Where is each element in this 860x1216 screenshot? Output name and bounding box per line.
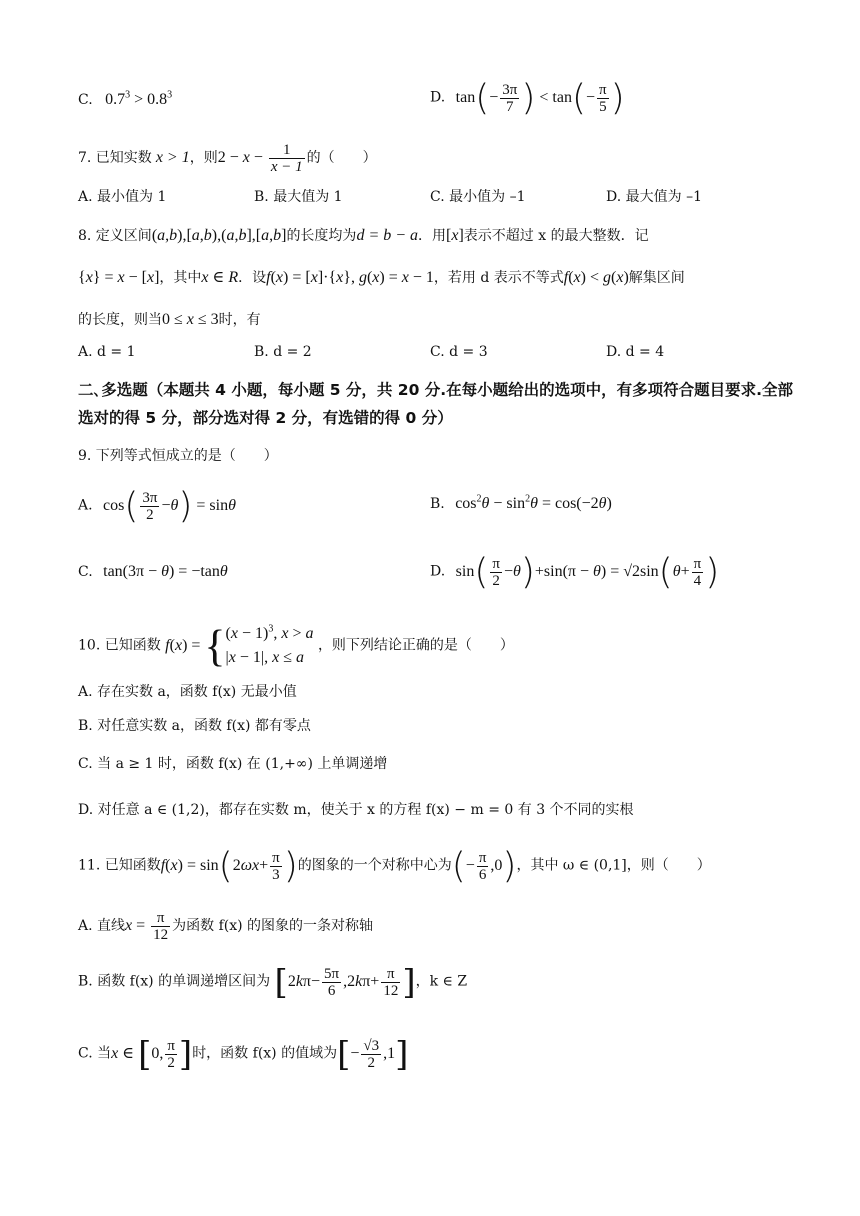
option-a: A. d = 1 xyxy=(78,344,136,360)
q10-option-b: B. 对任意实数 a，函数 f(x) 都有零点 xyxy=(78,718,311,734)
stem-text: 的长度均为 xyxy=(286,228,357,244)
piecewise-function: f(x) = { $(x - 1)^3$, x > a |x − 1|, x ≤ a xyxy=(165,621,314,670)
math-expression: sin( $\frac{\pi}{2}$ −θ)+sin(π − θ) = √2sin(θ+ $\frac{\pi}{4}$ ) xyxy=(455,551,720,592)
math-expression: [− $\frac{√3}{2}$ ,1] xyxy=(337,1034,409,1074)
stem-text: ，其中 xyxy=(159,270,202,286)
math-expression: $0.7^3 > 0.8^3$ xyxy=(105,89,173,108)
stem-text: 表示不超过 x 的最大整数．记 xyxy=(463,228,649,244)
option-label: A. xyxy=(78,497,93,514)
q10-option-d: D. 对任意 a ∈ (1,2)，都存在实数 m，使关于 x 的方程 f(x) − m = 0 有 3 个不同的实根 xyxy=(78,802,634,818)
q7-stem xyxy=(78,142,377,175)
stem-text: 的（ ） xyxy=(306,150,377,167)
math-expression: cos( $\frac{3\pi}{2}$ −θ) = sinθ xyxy=(103,485,236,526)
math-expression: tan(− $\frac{3\pi}{7}$ ) < tan(− $\frac{\pi}{5}$ ) xyxy=(455,77,625,118)
option-b: B. d = 2 xyxy=(254,344,312,360)
stem-text: 为函数 f(x) 的图象的一条对称轴 xyxy=(172,918,374,935)
option-c: C. d = 3 xyxy=(430,344,488,360)
stem-text: B. 函数 f(x) 的单调递增区间为 xyxy=(78,973,271,990)
stem-text: 的图象的一个对称中心为 xyxy=(297,857,452,874)
stem-text: ，则 xyxy=(189,150,218,167)
stem-text: 10. 已知函数 xyxy=(78,637,161,654)
math-expression: d = b − a xyxy=(356,227,419,244)
math-expression: x ∈ R xyxy=(201,269,239,286)
math-expression: f(x) = [x]·{x}, g(x) = x − 1 xyxy=(266,269,434,286)
q11-option-a xyxy=(78,910,373,943)
stem-text: ，k ∈ Z xyxy=(415,973,468,990)
math-expression: (a,b),[a,b),(a,b],[a,b] xyxy=(151,227,287,244)
q11-option-b xyxy=(78,962,467,1002)
stem-text: ，则下列结论正确的是（ ） xyxy=(317,637,514,654)
math-expression: x > 1 xyxy=(151,149,190,167)
stem-text: ．设 xyxy=(238,270,267,286)
math-expression: {x} = x − [x] xyxy=(78,269,160,286)
section-heading: 二､多选题（本题共 4 小题，每小题 5 分，共 20 分.在每小题给出的选项中，有多项符合题目要求.全部选对的得 5 分，部分选对得 2 分，有选错的得 0 分） xyxy=(78,381,794,427)
stem-text: 8. 定义区间 xyxy=(78,228,152,244)
option-a: A. 最小值为 1 xyxy=(78,189,167,205)
q10-stem xyxy=(78,622,514,670)
q11-option-c xyxy=(78,1034,408,1074)
math-expression: f(x) < g(x) xyxy=(563,269,629,286)
q8-line-3 xyxy=(78,310,261,330)
stem-text: 11. 已知函数 xyxy=(78,857,161,874)
stem-text: ，其中 ω ∈ (0,1]，则（ ） xyxy=(516,857,711,874)
stem-text: 7. 已知实数 xyxy=(78,150,152,167)
stem-text: ，若用 d 表示不等式 xyxy=(433,270,564,286)
q9-option-a xyxy=(78,486,236,526)
stem-text: ．用 xyxy=(418,228,447,244)
stem-text: A. 直线 xyxy=(78,918,126,935)
q10-option-c: C. 当 a ≥ 1 时，函数 f(x) 在 (1,+∞) 上单调递增 xyxy=(78,756,388,772)
math-expression: [2kπ− $\frac{5\pi}{6}$ ,2kπ+ $\frac{\pi}{12}$ ] xyxy=(274,962,416,1002)
math-expression: f(x) = sin(2ωx+ $\frac{\pi}{3}$ ) xyxy=(160,845,298,886)
math-expression: x = $\frac{\pi}{12}$ xyxy=(125,910,169,943)
q6-option-d xyxy=(430,78,625,118)
option-label: C. xyxy=(78,564,93,580)
q9-option-c xyxy=(78,562,228,582)
option-b: B. 最大值为 1 xyxy=(254,189,343,205)
math-expression: tan(3π − θ) = −tanθ xyxy=(103,563,228,580)
option-d: D. 最大值为 –1 xyxy=(606,189,702,205)
q9-option-b xyxy=(430,494,612,514)
math-expression: (− $\frac{\pi}{6}$ ,0) xyxy=(451,845,517,886)
q9-option-d xyxy=(430,552,719,592)
math-expression: 2 − x − $\frac{1}{x - 1}$ xyxy=(217,142,303,175)
option-c: C. 最小值为 –1 xyxy=(430,189,526,205)
option-label: D. xyxy=(430,563,446,580)
q9-stem: 9. 下列等式恒成立的是（ ） xyxy=(78,448,278,464)
stem-text: 时，有 xyxy=(218,312,261,328)
q10-option-a: A. 存在实数 a，函数 f(x) 无最小值 xyxy=(78,684,297,700)
q11-stem xyxy=(78,846,711,886)
option-label: D. xyxy=(430,89,446,106)
math-expression: 0 ≤ x ≤ 3 xyxy=(162,311,219,328)
stem-text: 解集区间 xyxy=(628,270,685,286)
option-label: B. xyxy=(430,496,445,512)
q6-option-c xyxy=(78,90,172,110)
option-label: C. xyxy=(78,92,93,108)
math-expression: x ∈ [0, $\frac{\pi}{2}$ ] xyxy=(111,1034,193,1074)
option-d: D. d = 4 xyxy=(606,344,665,360)
math-expression: $\cos^2\theta - \sin^2\theta = \cos(-2\theta)$ xyxy=(455,493,612,512)
q8-line-1 xyxy=(78,226,649,246)
stem-text: 的长度，则当 xyxy=(78,312,162,328)
math-expression: [x] xyxy=(446,227,464,244)
stem-text: 时，函数 f(x) 的值域为 xyxy=(192,1045,338,1062)
stem-text: C. 当 xyxy=(78,1045,112,1062)
q8-line-2 xyxy=(78,268,685,288)
